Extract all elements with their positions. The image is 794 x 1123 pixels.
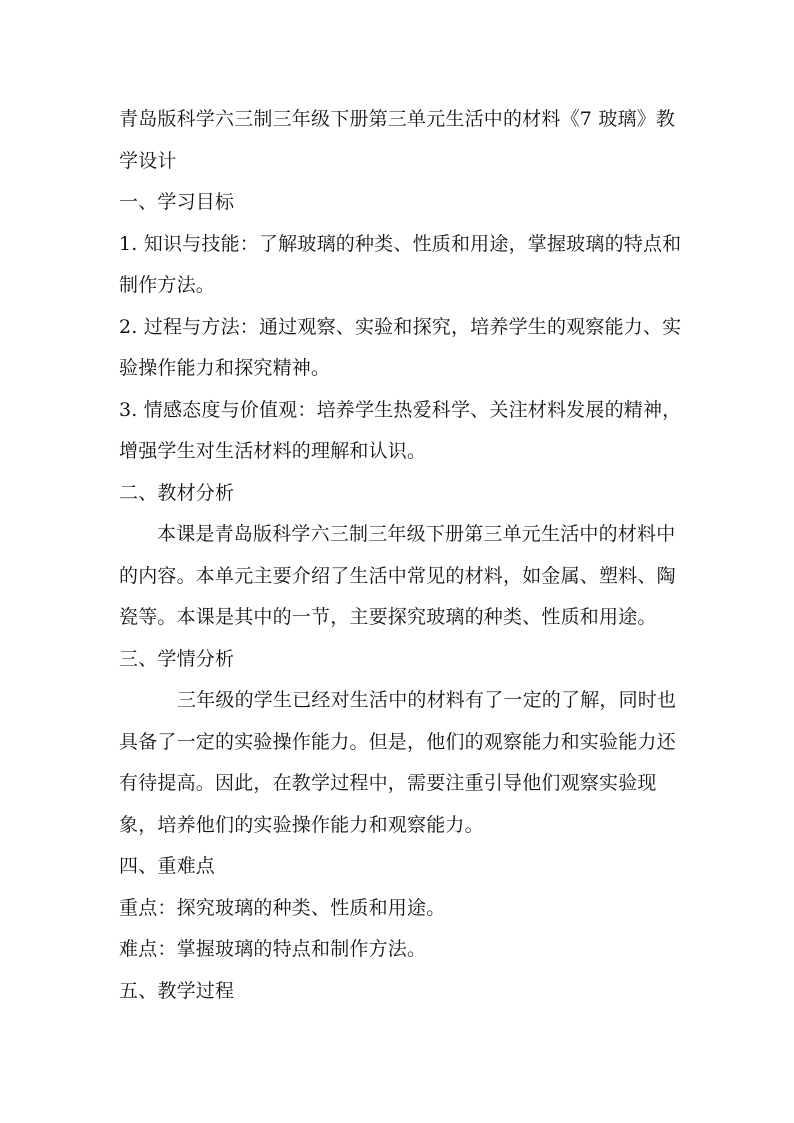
goal-item-knowledge: 1. 知识与技能：了解玻璃的种类、性质和用途，掌握玻璃的特点和制作方法。 — [119, 232, 682, 296]
goal-item-attitude: 3. 情感态度与价值观：培养学生热爱科学、关注材料发展的精神，增强学生对生活材料的理解和认识。 — [119, 398, 682, 462]
document-title: 青岛版科学六三制三年级下册第三单元生活中的材料《7 玻璃》教学设计 — [119, 108, 676, 172]
document-body — [119, 99, 689, 1012]
textbook-analysis-paragraph: 本课是青岛版科学六三制三年级下册第三单元生活中的材料中的内容。本单元主要介绍了生活中常见的材料，如金属、塑料、陶瓷等。本课是其中的一节，主要探究玻璃的种类、性质和用途。 — [119, 523, 676, 628]
section-heading-keypoints: 四、重难点 — [119, 855, 216, 877]
section-heading-textbook: 二、教材分析 — [119, 481, 235, 504]
section-heading-process: 五、教学过程 — [119, 979, 235, 1002]
section-heading-students: 三、学情分析 — [119, 647, 235, 670]
student-analysis-paragraph: 三年级的学生已经对生活中的材料有了一定的了解，同时也具备了一定的实验操作能力。但是，他们的观察能力和实验能力还有待提高。因此，在教学过程中，需要注重引导他们观察实验现象，培养他们的实验操作能力和观察能力。 — [119, 689, 677, 836]
focus-point: 重点：探究玻璃的种类、性质和用途。 — [119, 896, 446, 919]
section-heading-goals: 一、学习目标 — [119, 191, 235, 213]
difficulty-point: 难点：掌握玻璃的特点和制作方法。 — [119, 938, 427, 960]
goal-item-process: 2. 过程与方法：通过观察、实验和探究，培养学生的观察能力、实验操作能力和探究精神。 — [119, 315, 682, 379]
